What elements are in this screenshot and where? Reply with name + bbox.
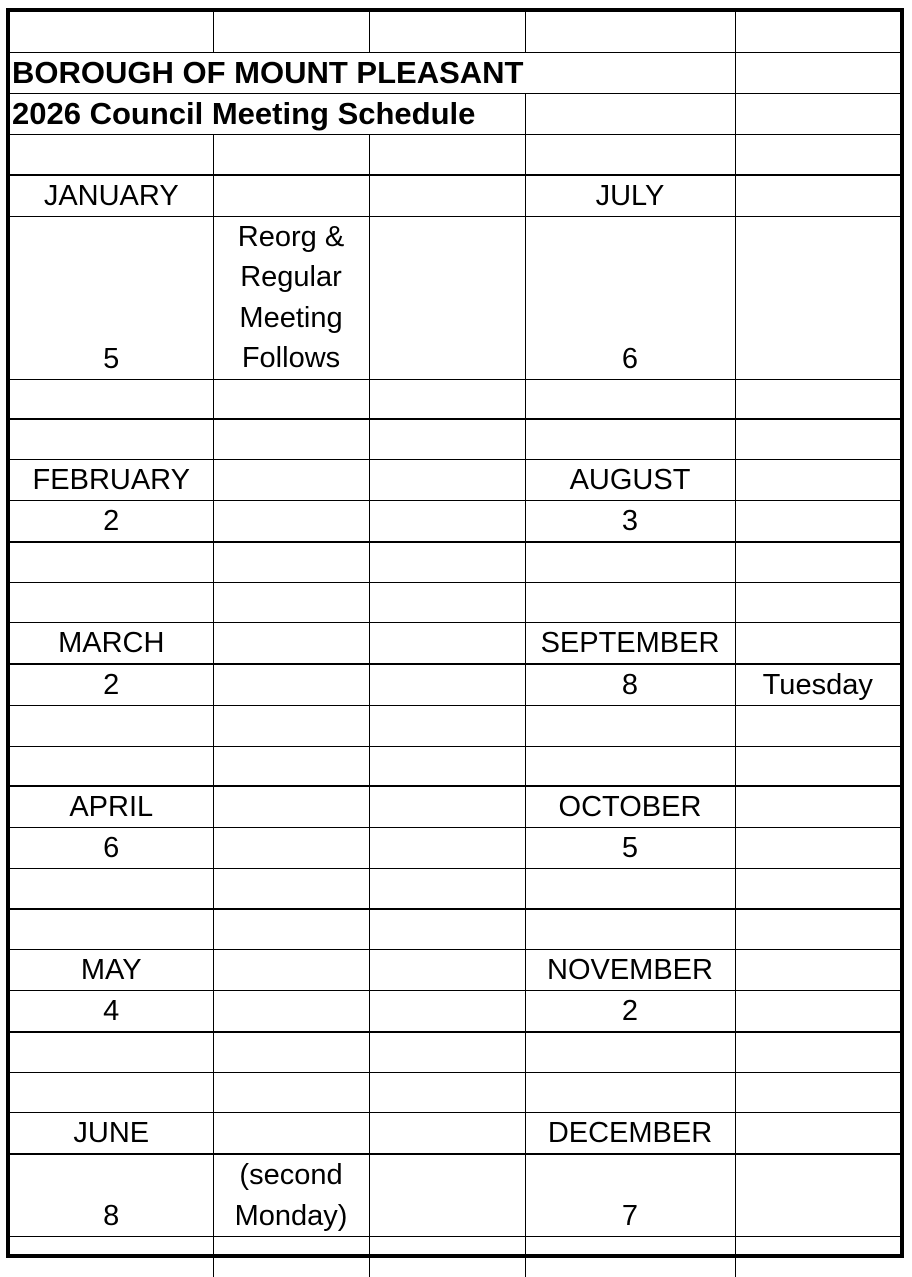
date-row	[10, 501, 900, 543]
month-row	[10, 949, 900, 990]
blank-row	[10, 746, 900, 786]
month-label: MAY	[10, 949, 213, 990]
meeting-day: 8	[10, 1154, 213, 1237]
meeting-note	[213, 828, 369, 869]
month-label: AUGUST	[525, 460, 735, 501]
blank-row	[10, 582, 900, 622]
month-label: FEBRUARY	[10, 460, 213, 501]
schedule-sheet	[6, 8, 904, 1258]
schedule-table	[10, 12, 900, 1277]
blank-row	[10, 1237, 900, 1277]
meeting-day: 2	[525, 990, 735, 1032]
blank-row	[10, 909, 900, 949]
meeting-day: 6	[10, 828, 213, 869]
blank-row	[10, 542, 900, 582]
schedule-subtitle: 2026 Council Meeting Schedule	[10, 93, 525, 134]
meeting-day: 2	[10, 501, 213, 543]
meeting-note	[213, 990, 369, 1032]
month-row	[10, 786, 900, 828]
blank-row	[10, 379, 900, 419]
date-row	[10, 216, 900, 379]
month-label: JUNE	[10, 1113, 213, 1155]
month-row	[10, 460, 900, 501]
blank-row	[10, 1072, 900, 1112]
meeting-day: 7	[525, 1154, 735, 1237]
month-row	[10, 1113, 900, 1155]
month-row	[10, 623, 900, 665]
month-label: MARCH	[10, 623, 213, 665]
blank-row	[10, 134, 900, 174]
blank-row	[10, 706, 900, 746]
title-row	[10, 52, 900, 93]
date-row	[10, 828, 900, 869]
month-row	[10, 175, 900, 217]
meeting-day: 2	[10, 664, 213, 706]
meeting-note: Tuesday	[735, 664, 900, 706]
date-row	[10, 1154, 900, 1237]
date-row	[10, 664, 900, 706]
meeting-note	[213, 664, 369, 706]
blank-row	[10, 869, 900, 909]
meeting-day: 5	[10, 216, 213, 379]
blank-row	[10, 12, 900, 52]
meeting-note	[213, 501, 369, 543]
meeting-note	[735, 990, 900, 1032]
meeting-day: 5	[525, 828, 735, 869]
meeting-note: (second Monday)	[213, 1154, 369, 1237]
date-row	[10, 990, 900, 1032]
month-label: JANUARY	[10, 175, 213, 217]
month-label: JULY	[525, 175, 735, 217]
meeting-day: 6	[525, 216, 735, 379]
meeting-day: 3	[525, 501, 735, 543]
blank-row	[10, 1032, 900, 1072]
blank-row	[10, 419, 900, 459]
month-label: OCTOBER	[525, 786, 735, 828]
meeting-note	[735, 216, 900, 379]
meeting-note	[735, 501, 900, 543]
org-title: BOROUGH OF MOUNT PLEASANT	[10, 52, 735, 93]
subtitle-row	[10, 93, 900, 134]
month-label: NOVEMBER	[525, 949, 735, 990]
month-label: DECEMBER	[525, 1113, 735, 1155]
month-label: SEPTEMBER	[525, 623, 735, 665]
meeting-note	[735, 1154, 900, 1237]
month-label: APRIL	[10, 786, 213, 828]
meeting-day: 4	[10, 990, 213, 1032]
meeting-day: 8	[525, 664, 735, 706]
meeting-note: Reorg & Regular Meeting Follows	[213, 216, 369, 379]
meeting-note	[735, 828, 900, 869]
